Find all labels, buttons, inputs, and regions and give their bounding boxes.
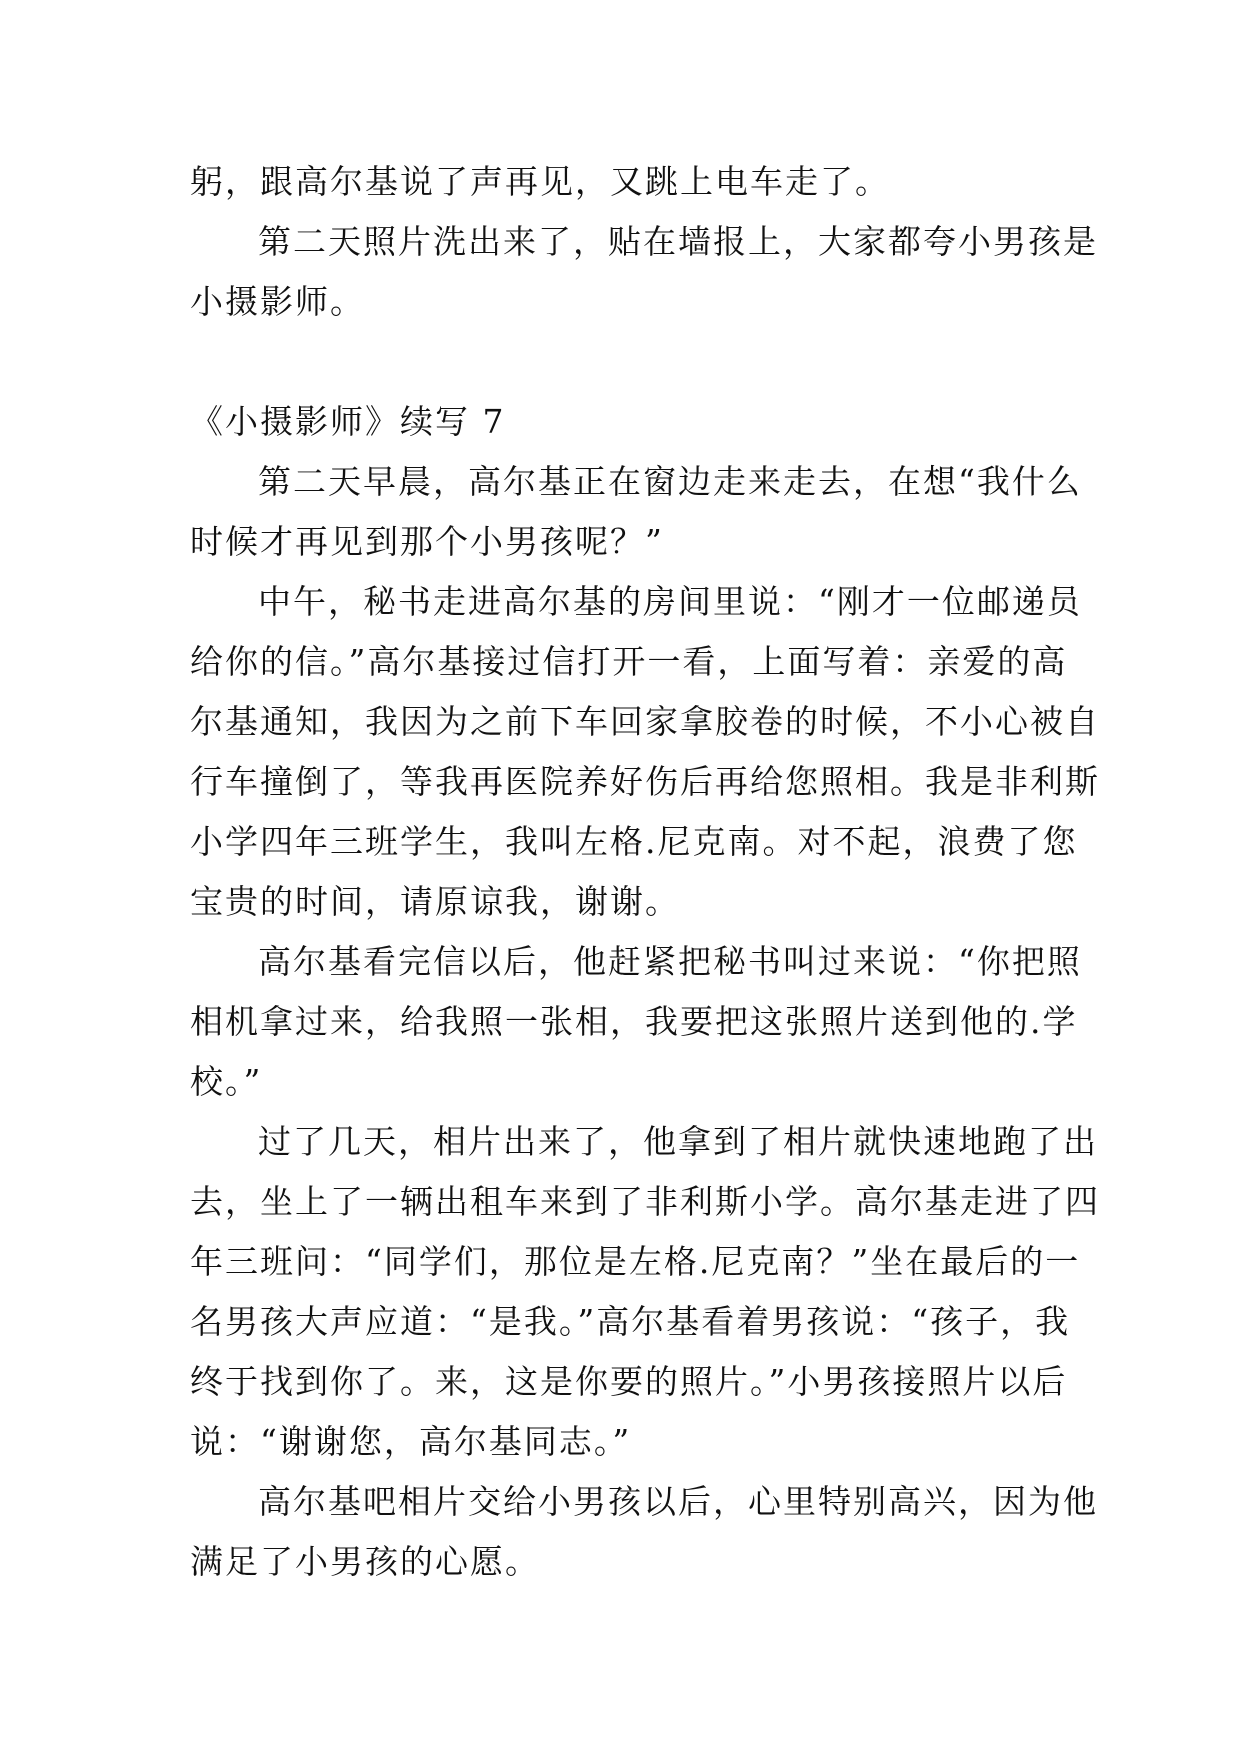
paragraph-line: 相机拿过来，给我照一张相，我要把这张照片送到他的.学: [190, 1002, 1078, 1041]
paragraph-line: 宝贵的时间，请原谅我，谢谢。: [190, 882, 680, 921]
paragraph-line: 去，坐上了一辆出租车来到了非利斯小学。高尔基走进了四: [190, 1182, 1100, 1221]
paragraph-line: 中午，秘书走进高尔基的房间里说：“刚才一位邮递员: [258, 582, 1082, 621]
section-title: 《小摄影师》续写 7: [190, 402, 506, 441]
paragraph-line: 给你的信。”高尔基接过信打开一看，上面写着：亲爱的高: [190, 642, 1068, 681]
section-spacer: [190, 332, 1060, 392]
paragraph-line: 小学四年三班学生，我叫左格.尼克南。对不起，浪费了您: [190, 822, 1078, 861]
paragraph-line: 终于找到你了。来，这是你要的照片。”小男孩接照片以后: [190, 1362, 1068, 1401]
paragraph-line: 校。”: [190, 1062, 263, 1101]
paragraph-line: 名男孩大声应道：“是我。”高尔基看着男孩说：“孩子，我: [190, 1302, 1071, 1341]
paragraph-line: 躬，跟高尔基说了声再见，又跳上电车走了。: [190, 162, 890, 201]
paragraph-line: 尔基通知，我因为之前下车回家拿胶卷的时候，不小心被自: [190, 702, 1100, 741]
paragraph-line: 高尔基看完信以后，他赶紧把秘书叫过来说：“你把照: [258, 942, 1082, 981]
paragraph-line: 过了几天，相片出来了，他拿到了相片就快速地跑了出: [258, 1122, 1098, 1161]
paragraph-line: 第二天照片洗出来了，贴在墙报上，大家都夸小男孩是: [258, 222, 1098, 261]
paragraph-line: 年三班问：“同学们，那位是左格.尼克南？”坐在最后的一: [190, 1242, 1081, 1281]
paragraph-line: 小摄影师。: [190, 282, 365, 321]
paragraph-line: 说：“谢谢您，高尔基同志。”: [190, 1422, 632, 1461]
paragraph-line: 第二天早晨，高尔基正在窗边走来走去，在想“我什么: [258, 462, 1082, 501]
paragraph-line: 满足了小男孩的心愿。: [190, 1542, 540, 1581]
paragraph-line: 行车撞倒了，等我再医院养好伤后再给您照相。我是非利斯: [190, 762, 1100, 801]
document-page: [190, 152, 1100, 1592]
paragraph-line: 高尔基吧相片交给小男孩以后，心里特别高兴，因为他: [258, 1482, 1098, 1521]
paragraph-line: 时候才再见到那个小男孩呢？”: [190, 522, 664, 561]
